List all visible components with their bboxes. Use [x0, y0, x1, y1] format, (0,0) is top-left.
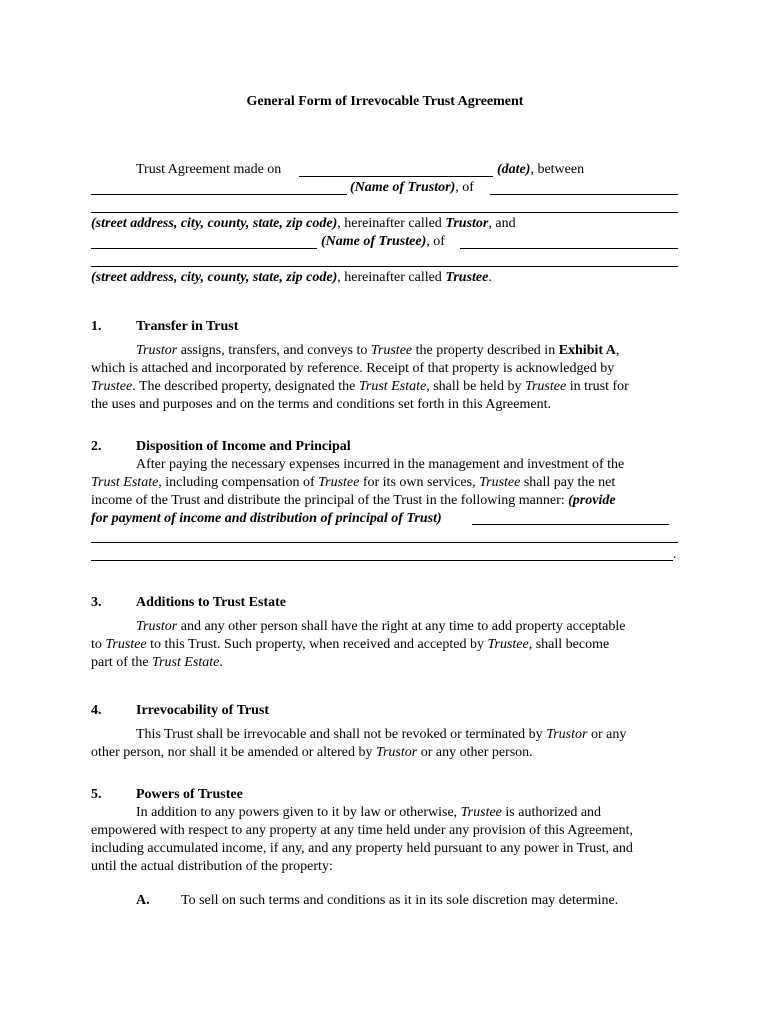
s1-comma: , — [615, 343, 620, 358]
s4-text-c: other person, nor shall it be amended or altered by — [91, 745, 376, 760]
section-5-line-4: until the actual distribution of the property: — [91, 859, 333, 874]
trustor-address-blank-1[interactable] — [490, 194, 678, 195]
s1-trustee-2: Trustee — [91, 379, 133, 394]
made-on-text: Trust Agreement made on — [136, 162, 282, 177]
section-1-line-4: the uses and purposes and on the terms and conditions set forth in this Agreement. — [91, 397, 551, 412]
trustor-name-line — [350, 179, 474, 197]
section-2-line-4 — [91, 510, 442, 528]
date-blank[interactable] — [299, 176, 493, 177]
s1-text-b: the property described in — [412, 343, 559, 358]
section-1-line-3 — [91, 378, 629, 396]
item-a-label: A. — [136, 893, 150, 908]
section-5-line-2: empowered with respect to any property at any time held under any provision of this Agreement, — [91, 823, 633, 838]
section-2-line-1: After paying the necessary expenses incurred in the management and investment of the — [136, 457, 625, 472]
section-4-number: 4. — [91, 703, 102, 718]
s1-trustee-3: Trustee — [524, 379, 567, 394]
section-1-heading: Transfer in Trust — [136, 319, 239, 334]
section-2-heading: Disposition of Income and Principal — [136, 439, 351, 454]
trustee-name-line — [321, 233, 445, 251]
s2-provide: (provide — [568, 493, 616, 508]
item-a-text: To sell on such terms and conditions as it in its sole discretion may determine. — [181, 893, 619, 908]
date-label: (date) — [497, 162, 531, 177]
section-3-number: 3. — [91, 595, 102, 610]
section-1-line-2: which is attached and incorporated by reference. Receipt of that property is acknowledged by — [91, 361, 615, 376]
hereinafter-trustee-text: , hereinafter called — [337, 270, 446, 285]
s2-trustee: Trustee — [318, 475, 360, 490]
section-5-line-3: including accumulated income, if any, and any property held pursuant to any power in Trust, and — [91, 841, 633, 856]
section-3-heading: Additions to Trust Estate — [136, 595, 287, 610]
section-1-line-1 — [136, 342, 619, 360]
trustor-address-label: (street address, city, county, state, zip code) — [91, 216, 338, 231]
section-4-heading: Irrevocability of Trust — [136, 703, 269, 718]
s3-text-c: to this Trust. Such property, when received and accepted by — [146, 637, 488, 652]
s2-trust-estate: Trust Estate — [91, 475, 159, 490]
s2-text-b: for its own services, — [359, 475, 480, 490]
s1-text-a: assigns, transfers, and conveys to — [177, 343, 371, 358]
distribution-blank-2[interactable] — [91, 542, 678, 543]
s1-trust-estate: Trust Estate — [358, 379, 427, 394]
section-5-number: 5. — [91, 787, 102, 802]
s4-trustor-2: Trustor — [375, 745, 418, 760]
period: . — [488, 270, 492, 285]
s3-trustor: Trustor — [136, 619, 178, 634]
s3-text-d: , shall become — [528, 637, 610, 652]
section-2-number: 2. — [91, 439, 102, 454]
trustee-name-blank[interactable] — [91, 248, 317, 249]
s1-trustee: Trustee — [370, 343, 413, 358]
trustor-name-label: (Name of Trustor) — [350, 180, 456, 195]
distribution-blank-1[interactable] — [472, 524, 669, 525]
section-4-line-2 — [91, 744, 533, 762]
s4-text-b: or any — [587, 727, 627, 742]
section-3-line-2 — [91, 636, 609, 654]
section-3-line-1 — [136, 618, 625, 636]
s3-text-e: part of the — [91, 655, 153, 670]
hereinafter-trustor-text: , hereinafter called — [337, 216, 446, 231]
s3-period: . — [219, 655, 223, 670]
trustee-address-label: (street address, city, county, state, zip code) — [91, 270, 338, 285]
trustee-address-blank-1[interactable] — [460, 248, 678, 249]
section-4-line-1 — [136, 726, 626, 744]
s1-text-d: , shall be held by — [426, 379, 525, 394]
s3-text-b: to — [91, 637, 106, 652]
s4-trustor: Trustor — [546, 727, 588, 742]
section-2-line-2 — [91, 474, 615, 492]
s2-trustee-2: Trustee — [479, 475, 521, 490]
trustee-address-blank-2[interactable] — [91, 266, 678, 267]
trustor-address-line — [91, 215, 516, 233]
s2-provide-cont: for payment of income and distribution of principal of Trust) — [91, 511, 442, 526]
section-5-line-1 — [136, 804, 601, 822]
between-text: , between — [530, 162, 585, 177]
s2-text-c: shall pay the net — [520, 475, 616, 490]
s1-text-c: . The described property, designated the — [132, 379, 359, 394]
s5-text-a: In addition to any powers given to it by law or otherwise, — [136, 805, 461, 820]
s2-text-d: income of the Trust and distribute the principal of the Trust in the following manner: — [91, 493, 569, 508]
trustor-term: Trustor — [445, 216, 489, 231]
of-text: , of — [455, 180, 474, 195]
document-title: General Form of Irrevocable Trust Agreement — [246, 94, 524, 109]
trustor-name-blank[interactable] — [91, 194, 347, 195]
s3-trustee-2: Trustee — [487, 637, 529, 652]
s3-text-a: and any other person shall have the right at any time to add property acceptable — [177, 619, 626, 634]
trustor-address-blank-2[interactable] — [91, 212, 678, 213]
trustee-address-line — [91, 269, 492, 287]
section-5-heading: Powers of Trustee — [136, 787, 243, 802]
section-3-line-3 — [91, 654, 223, 672]
intro-line-1 — [136, 161, 281, 179]
s5-trustee: Trustee — [460, 805, 502, 820]
exhibit-a-ref: Exhibit A — [558, 343, 616, 358]
of-text-2: , of — [426, 234, 445, 249]
s4-text-a: This Trust shall be irrevocable and shall not be revoked or terminated by — [136, 727, 547, 742]
s4-text-d: or any other person. — [417, 745, 533, 760]
s1-text-e: in trust for — [566, 379, 629, 394]
s3-trustee: Trustee — [105, 637, 147, 652]
section-2-end-period: . — [673, 547, 677, 562]
s1-trustor: Trustor — [136, 343, 178, 358]
s5-text-b: is authorized and — [501, 805, 602, 820]
trustee-term: Trustee — [445, 270, 489, 285]
section-2-line-3 — [91, 492, 616, 510]
distribution-blank-3[interactable] — [91, 560, 673, 561]
date-label-line — [497, 161, 584, 179]
section-1-number: 1. — [91, 319, 102, 334]
s3-trust-estate: Trust Estate — [152, 655, 220, 670]
and-text: , and — [488, 216, 516, 231]
s2-text-a: , including compensation of — [158, 475, 319, 490]
trustee-name-label: (Name of Trustee) — [321, 234, 427, 249]
